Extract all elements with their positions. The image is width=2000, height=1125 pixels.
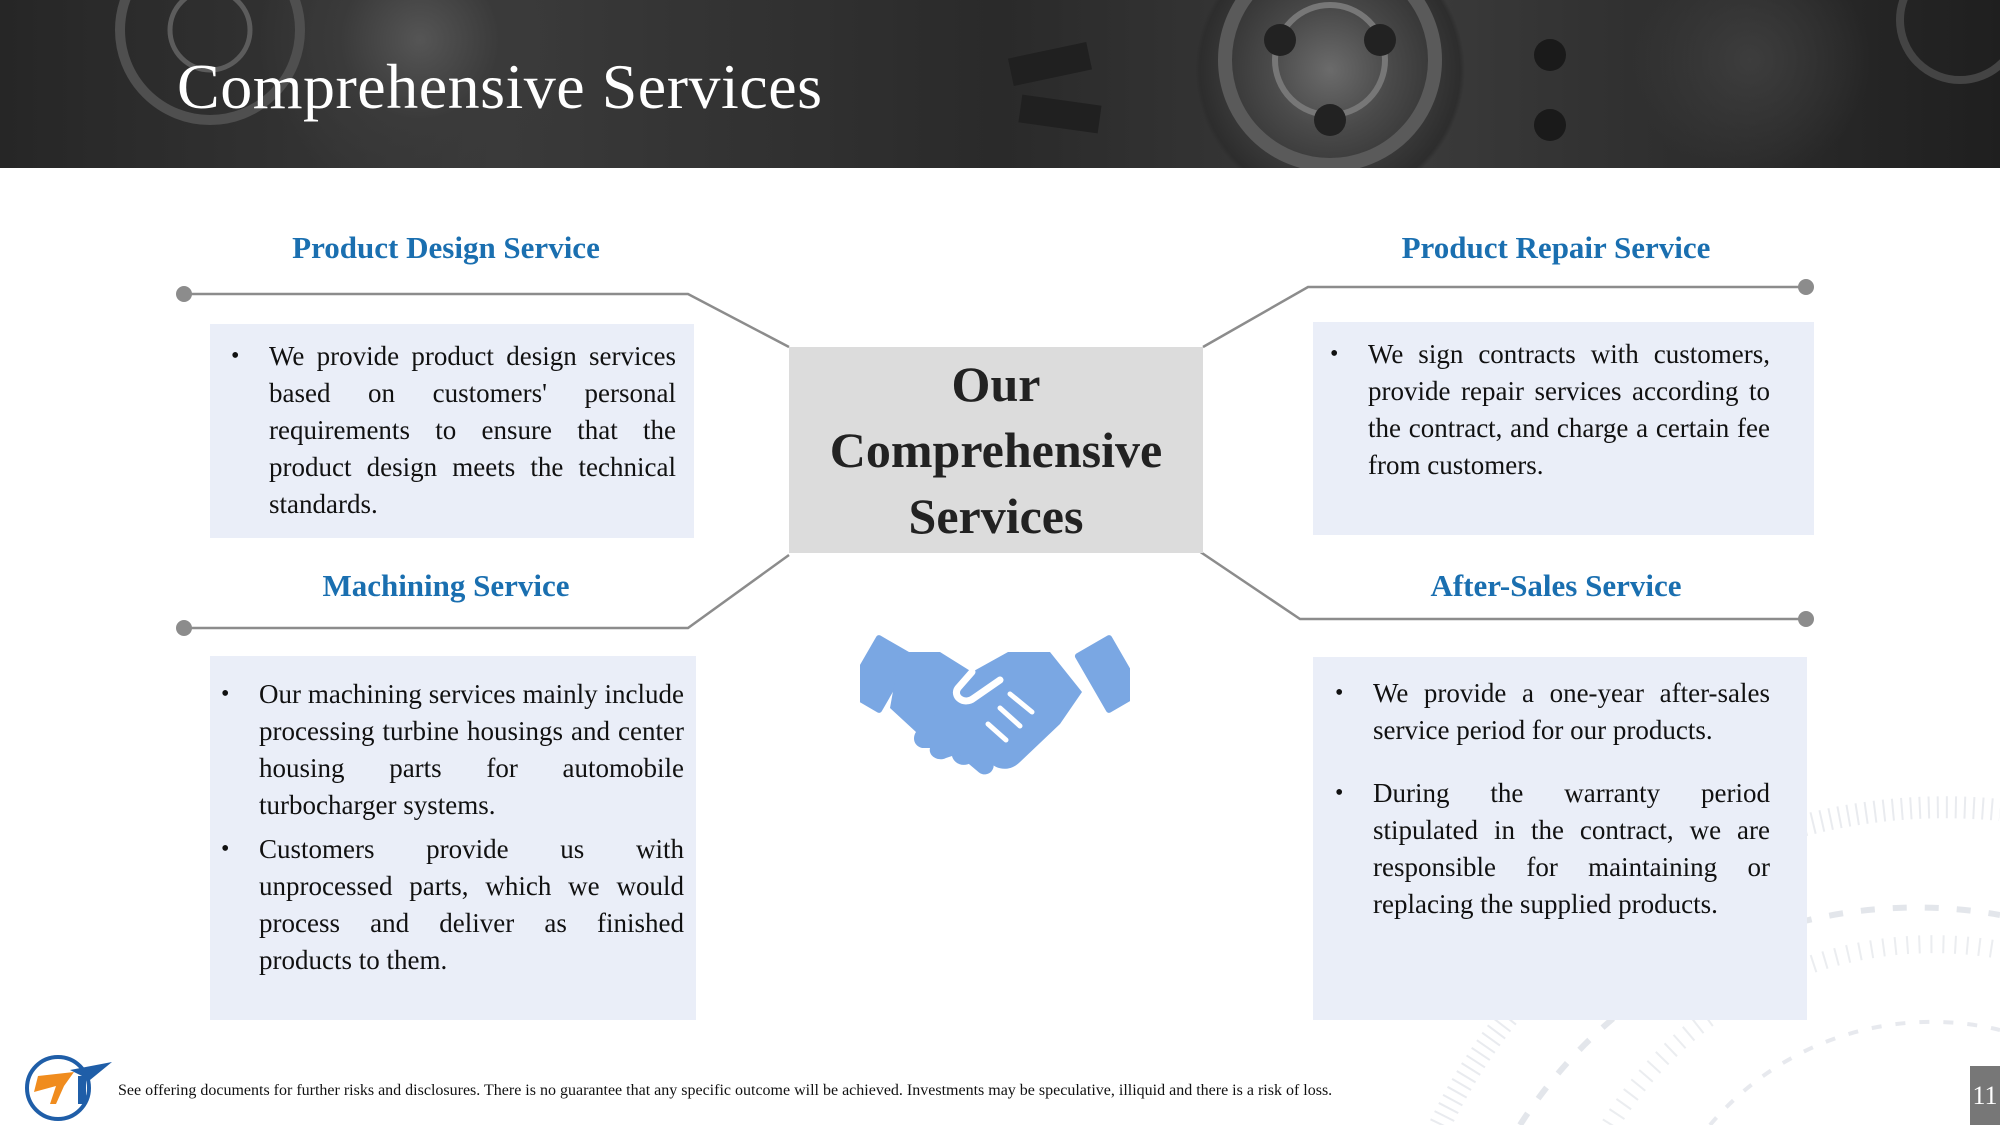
list-item: • We provide product design services based on customers' personal requirements to ensure that the product design meets the technical standards. [269, 338, 676, 523]
connector-dot-design [176, 286, 192, 302]
list-item: • Our machining services mainly include processing turbine housings and center housing parts for automobile turbocharger systems. [259, 676, 684, 824]
center-title: Our Comprehensive Services [829, 356, 1163, 544]
list-item: • During the warranty period stipulated in the contract, we are responsible for maintaining or replacing the supplied products. [1373, 775, 1770, 923]
product-design-list [269, 338, 676, 523]
company-logo-icon [20, 1052, 114, 1122]
machining-list [259, 676, 684, 979]
product-repair-box [1313, 322, 1814, 535]
list-item: • We sign contracts with customers, provide repair services according to the contract, and charge a certain fee from customers. [1368, 336, 1770, 484]
handshake-icon [860, 612, 1130, 782]
product-design-title: Product Design Service [292, 230, 600, 265]
product-design-box [210, 324, 694, 538]
machining-title: Machining Service [322, 568, 570, 603]
product-repair-title: Product Repair Service [1401, 230, 1711, 265]
connector-dot-aftersales [1798, 611, 1814, 627]
connector-dot-machining [176, 620, 192, 636]
page-number: 11 [1970, 1066, 2000, 1125]
page-title: Comprehensive Services [177, 51, 823, 122]
after-sales-list [1373, 675, 1770, 923]
product-repair-list [1368, 336, 1770, 484]
after-sales-box [1313, 657, 1807, 1020]
connector-dot-repair [1798, 279, 1814, 295]
machining-box [210, 656, 696, 1020]
after-sales-title: After-Sales Service [1430, 568, 1682, 603]
center-title-box [789, 347, 1203, 553]
footer-disclaimer: See offering documents for further risks and disclosures. There is no guarantee that any specific outcome will be achieved. Investments may be speculative, illiquid and there is a risk of loss. [118, 1082, 1333, 1099]
list-item: • Customers provide us with unprocessed parts, which we would process and deliver as finished products to them. [259, 831, 684, 979]
list-item: • We provide a one-year after-sales service period for our products. [1373, 675, 1770, 749]
